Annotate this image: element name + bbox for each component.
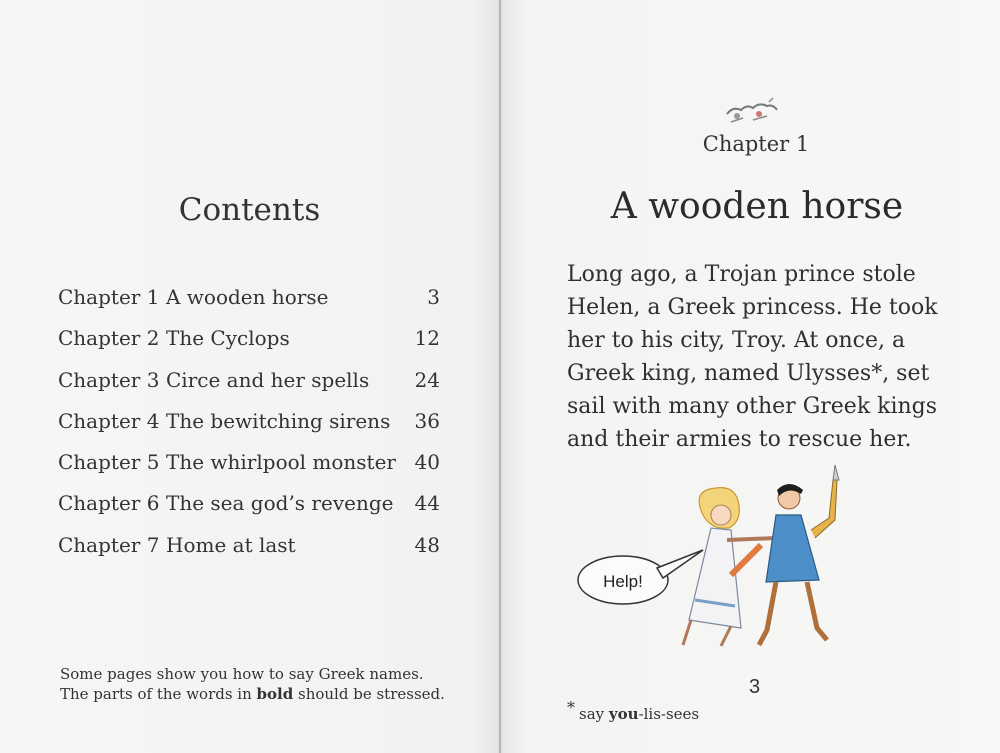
footnote — [567, 698, 700, 723]
toc-chapter: Chapter 2 — [58, 326, 160, 351]
toc-title: The sea god’s revenge — [166, 491, 394, 516]
toc-row[interactable] — [58, 368, 440, 409]
story-paragraph: Long ago, a Trojan prince stole Helen, a Greek princess. He took her to his city, Troy. At once, a Greek king, named Ulysses*, set sail with many other Greek kings and their armies to rescue her. — [567, 262, 938, 452]
toc-chapter: Chapter 3 — [58, 367, 160, 392]
right-page — [501, 0, 1000, 753]
toc-row[interactable] — [58, 450, 440, 491]
chapter-title: A wooden horse — [610, 186, 904, 227]
footnote-marker: * — [567, 698, 575, 717]
chapter-label: Chapter 1 — [702, 132, 810, 156]
toc-title: Circe and her spells — [166, 367, 370, 392]
toc-row[interactable] — [58, 326, 440, 367]
toc-page-number: 44 — [414, 491, 440, 516]
footnote-stressed-syllable: you — [608, 705, 639, 723]
page-number: 3 — [749, 676, 761, 698]
toc-chapter: Chapter 6 — [58, 491, 160, 516]
toc-title: The Cyclops — [166, 326, 290, 351]
toc-title: A wooden horse — [166, 285, 329, 309]
table-of-contents — [58, 285, 440, 574]
toc-row[interactable] — [58, 533, 440, 574]
toc-chapter: Chapter 5 — [58, 450, 160, 475]
helen-and-prince-illustration-icon — [571, 460, 871, 660]
left-page — [0, 0, 499, 753]
toc-title: The bewitching sirens — [166, 408, 391, 433]
footnote-text: say — [579, 705, 609, 723]
note-text: The parts of the words in — [60, 685, 257, 703]
note-line-2 — [60, 684, 460, 704]
note-text: should be stressed. — [293, 685, 445, 703]
toc-title: The whirlpool monster — [166, 450, 396, 475]
toc-page-number: 12 — [414, 326, 440, 351]
toc-page-number: 40 — [414, 450, 440, 475]
toc-page-number: 24 — [414, 367, 440, 392]
toc-row[interactable] — [58, 285, 440, 326]
toc-chapter: Chapter 4 — [58, 408, 160, 433]
toc-page-number: 48 — [414, 532, 440, 557]
toc-page-number: 3 — [427, 285, 440, 309]
toc-title: Home at last — [166, 532, 296, 557]
footnote-text: -lis-sees — [638, 705, 700, 723]
chapter-ornament-icon — [723, 94, 779, 130]
toc-chapter: Chapter 7 — [58, 532, 160, 557]
note-line-1: Some pages show you how to say Greek names. — [60, 665, 424, 683]
note-bold-word: bold — [256, 685, 294, 703]
contents-heading: Contents — [178, 192, 321, 228]
toc-row[interactable] — [58, 409, 440, 450]
toc-row[interactable] — [58, 491, 440, 532]
pronunciation-note — [60, 664, 460, 704]
speech-bubble-text: Help! — [603, 572, 643, 591]
toc-chapter: Chapter 1 — [58, 285, 160, 309]
toc-page-number: 36 — [414, 408, 440, 433]
